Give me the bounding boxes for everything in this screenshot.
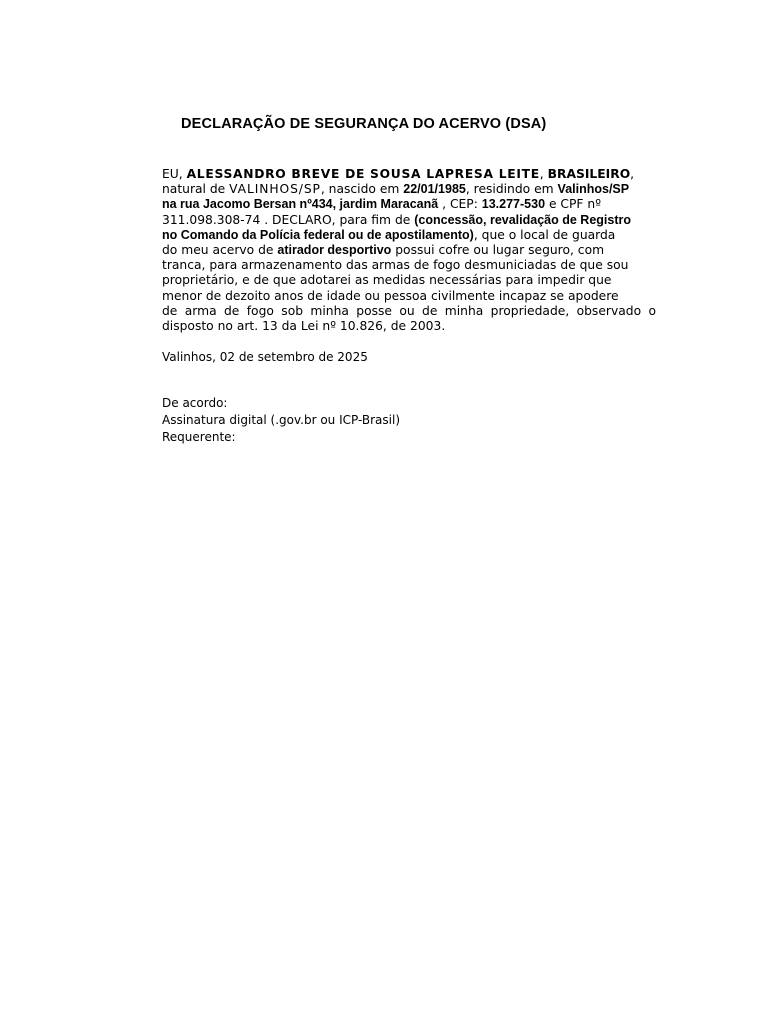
acervo-suffix: possui cofre ou lugar seguro, com <box>391 242 605 257</box>
paragraph-line-9: menor de dezoito anos de idade ou pessoa civilmente incapaz se apodere <box>162 288 619 303</box>
paragraph-line-6 <box>162 243 656 258</box>
after-purpose-text: , que o local de guarda <box>473 227 616 242</box>
paragraph-line-1 <box>162 167 656 182</box>
residindo-em-text: , residindo em <box>465 182 558 197</box>
birth-date: 22/01/1985 <box>403 182 466 197</box>
nascido-em-text: , nascido em <box>320 182 404 197</box>
paragraph-line-4 <box>162 213 656 228</box>
date-line: Valinhos, 02 de setembro de 2025 <box>162 350 368 364</box>
purpose-part-2: no Comando da Polícia federal ou de apostilamento) <box>162 227 474 242</box>
comma-text: , <box>539 167 548 181</box>
cpf-value: 311.098.308-74 <box>162 212 261 227</box>
acervo-prefix: do meu acervo de <box>162 242 278 257</box>
cpf-label: e CPF nº <box>545 197 602 212</box>
residence-city: Valinhos/SP <box>557 182 630 197</box>
digital-signature-line: Assinatura digital (.gov.br ou ICP-Brasil) <box>162 413 401 427</box>
cep-label: , CEP: <box>438 197 482 212</box>
agreement-line: De acordo: <box>162 396 228 410</box>
paragraph-line-2 <box>162 182 656 197</box>
birth-city: VALINHOS/SP <box>229 182 321 197</box>
requester-line: Requerente: <box>162 430 236 444</box>
declaro-text: . DECLARO, para fim de <box>260 212 415 227</box>
natural-de-text: natural de <box>162 182 230 197</box>
residence-address: na rua Jacomo Bersan nº434, jardim Maracanã <box>162 197 439 212</box>
paragraph-line-7: tranca, para armazenamento das armas de fogo desmuniciadas de que sou <box>162 258 629 273</box>
paragraph-line-10: de arma de fogo sob minha posse ou de minha propriedade, observado o <box>162 303 656 318</box>
comma-text-2: , <box>630 167 635 181</box>
eu-text: EU, <box>162 167 187 181</box>
paragraph-line-8: proprietário, e de que adotarei as medidas necessárias para impedir que <box>162 273 612 288</box>
document-title: DECLARAÇÃO DE SEGURANÇA DO ACERVO (DSA) <box>181 116 547 132</box>
paragraph-line-11: disposto no art. 13 da Lei nº 10.826, de 2003. <box>162 318 446 333</box>
paragraph-line-3 <box>162 197 656 212</box>
cep-value: 13.277-530 <box>481 197 546 212</box>
purpose-part-1: (concessão, revalidação de Registro <box>414 212 631 227</box>
nationality: BRASILEIRO <box>547 167 631 181</box>
declarant-name: ALESSANDRO BREVE DE SOUSA LAPRESA LEITE <box>186 167 540 181</box>
acervo-type: atirador desportivo <box>277 242 392 257</box>
paragraph-line-5 <box>162 228 656 243</box>
declaration-paragraph <box>162 167 656 334</box>
